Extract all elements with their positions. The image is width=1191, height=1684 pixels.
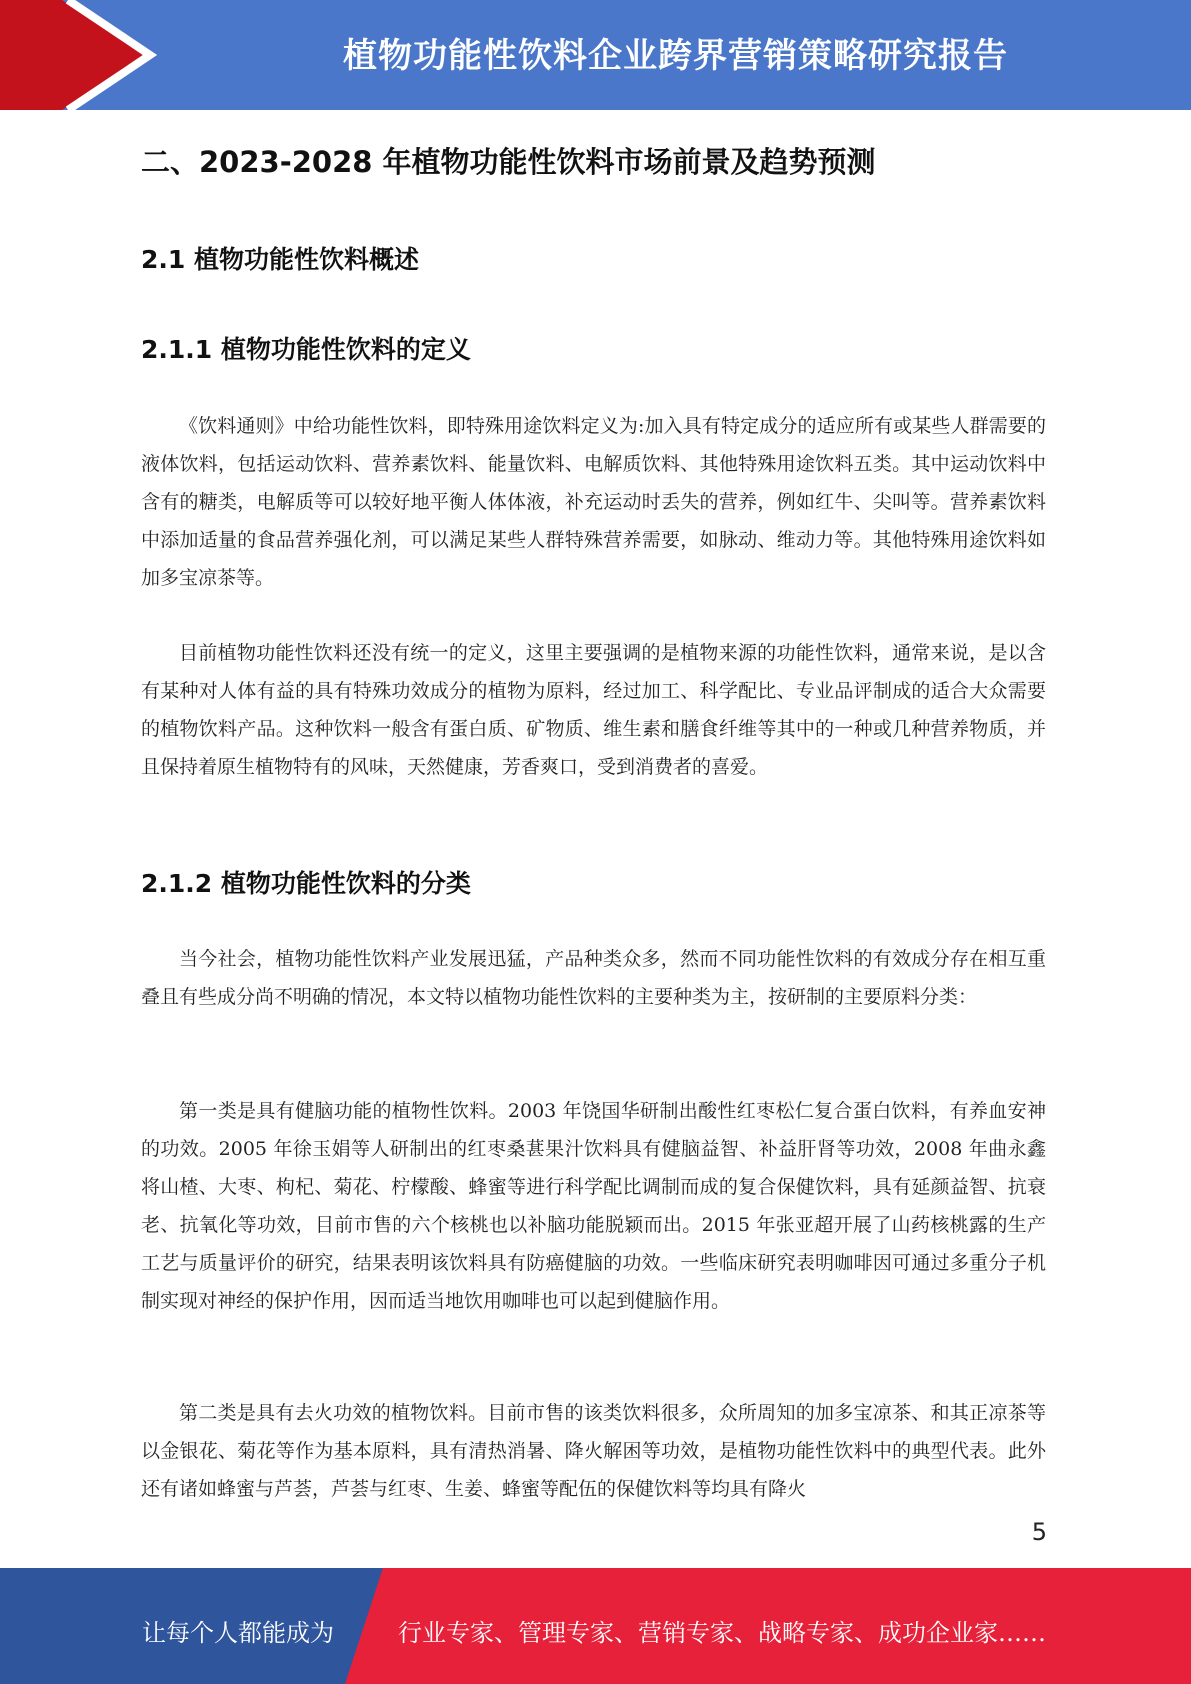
paragraph-category-2: 第二类是具有去火功效的植物饮料。目前市售的该类饮料很多，众所周知的加多宝凉茶、和其正凉茶等以金银花、菊花等作为基本原料，具有清热消暑、降火解困等功效，是植物功能性饮料中的典型代表。此外还有诸如蜂蜜与芦荟，芦荟与红枣、生姜、蜂蜜等配伍的保健饮料等均具有降火 <box>141 1402 1046 1500</box>
subsection-heading-2-1: 2.1 植物功能性饮料概述 <box>141 245 419 274</box>
subsection-heading-2-1-2: 2.1.2 植物功能性饮料的分类 <box>141 869 471 898</box>
section-heading: 二、2023-2028 年植物功能性饮料市场前景及趋势预测 <box>141 145 876 179</box>
paragraph-category-1: 第一类是具有健脑功能的植物性饮料。2003 年饶国华研制出酸性红枣松仁复合蛋白饮料，有养血安神的功效。2005 年徐玉娟等人研制出的红枣桑葚果汁饮料具有健脑益智、补益肝肾等功效，2008 年曲永鑫将山楂、大枣、枸杞、菊花、柠檬酸、蜂蜜等进行科学配比调制而成的复合保健饮料，具有延颜益智、抗衰老、抗氧化等功效，目前市售的六个核桃也以补脑功能脱颖而出。2015 年张亚超开展了山药核桃露的生产工艺与质量评价的研究，结果表明该饮料具有防癌健脑的功效。一些临床研究表明咖啡因可通过多重分子机制实现对神经的保护作用，因而适当地饮用咖啡也可以起到健脑作用。 <box>141 1100 1046 1312</box>
footer-slogan-right: 行业专家、管理专家、营销专家、战略专家、成功企业家…… <box>398 1619 1046 1647</box>
report-title: 植物功能性饮料企业跨界营销策略研究报告 <box>343 36 1008 76</box>
paragraph-definition-1: 《饮料通则》中给功能性饮料，即特殊用途饮料定义为:加入具有特定成分的适应所有或某些人群需要的液体饮料，包括运动饮料、营养素饮料、能量饮料、电解质饮料、其他特殊用途饮料五类。其中运动饮料中含有的糖类，电解质等可以较好地平衡人体体液，补充运动时丢失的营养，例如红牛、尖叫等。营养素饮料中添加适量的食品营养强化剂，可以满足某些人群特殊营养需要，如脉动、维动力等。其他特殊用途饮料如加多宝凉茶等。 <box>141 415 1046 589</box>
paragraph-definition-2: 目前植物功能性饮料还没有统一的定义，这里主要强调的是植物来源的功能性饮料，通常来说，是以含有某种对人体有益的具有特殊功效成分的植物为原料，经过加工、科学配比、专业品评制成的适合大众需要的植物饮料产品。这种饮料一般含有蛋白质、矿物质、维生素和膳食纤维等其中的一种或几种营养物质，并且保持着原生植物特有的风味，天然健康，芳香爽口，受到消费者的喜爱。 <box>141 642 1046 778</box>
report-footer <box>0 1568 1191 1684</box>
footer-slogan-left: 让每个人都能成为 <box>142 1619 334 1647</box>
page-number: 5 <box>1031 1518 1047 1546</box>
subsection-heading-2-1-1: 2.1.1 植物功能性饮料的定义 <box>141 335 471 364</box>
paragraph-classification-intro: 当今社会，植物功能性饮料产业发展迅猛，产品种类众多，然而不同功能性饮料的有效成分存在相互重叠且有些成分尚不明确的情况，本文特以植物功能性饮料的主要种类为主，按研制的主要原料分类： <box>141 948 1046 1008</box>
report-header <box>0 0 1191 110</box>
header-chevron-decoration <box>0 0 160 110</box>
